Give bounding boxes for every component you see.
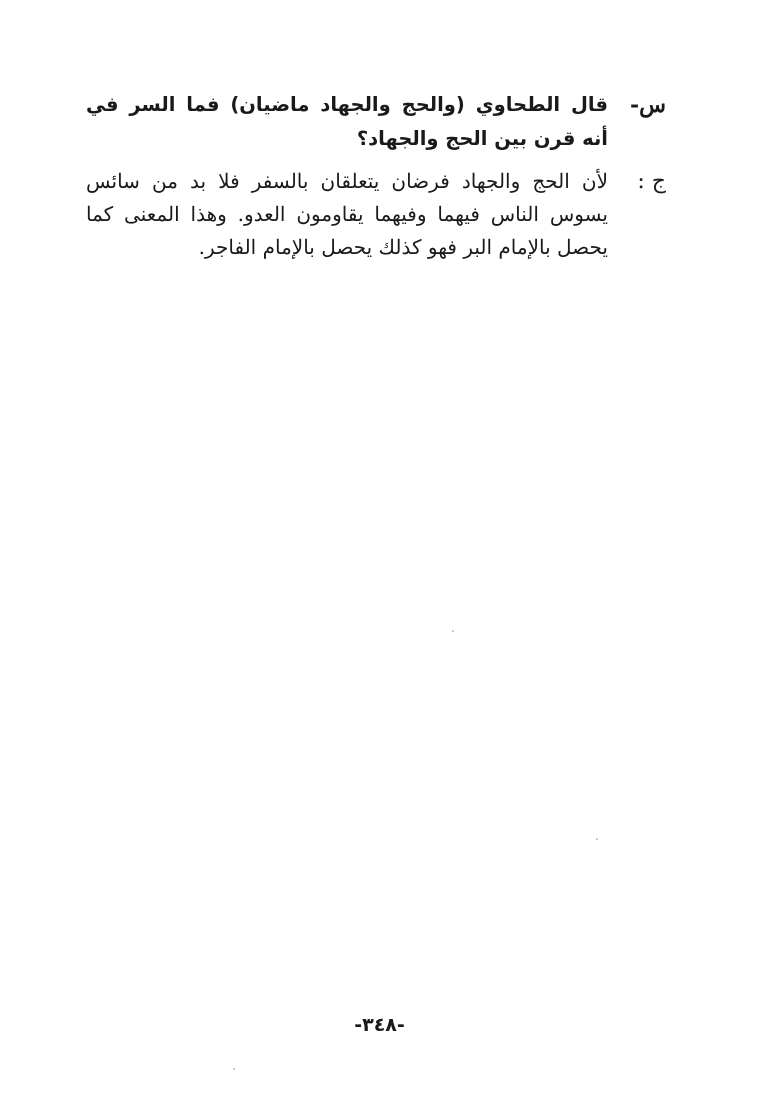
answer-text: لأن الحج والجهاد فرضان يتعلقان بالسفر فلا بد من سائس يسوس الناس فيهما وفيهما يقاومون العدو. وهذا المعنى كما يحصل بالإمام البر فهو كذلك يحصل بالإمام الفاجر. xyxy=(86,169,608,259)
scan-speck xyxy=(233,1068,235,1070)
answer-marker: ج : xyxy=(637,169,666,194)
question-text: قال الطحاوي (والحج والجهاد ماضيان) فما السر في أنه قرن بين الحج والجهاد؟ xyxy=(86,93,608,150)
page-number: -٣٤٨- xyxy=(354,1014,405,1036)
scan-speck xyxy=(596,838,598,840)
question-block xyxy=(86,88,666,156)
answer-block xyxy=(86,165,666,264)
scan-speck xyxy=(452,630,454,632)
question-marker: س- xyxy=(630,92,666,118)
